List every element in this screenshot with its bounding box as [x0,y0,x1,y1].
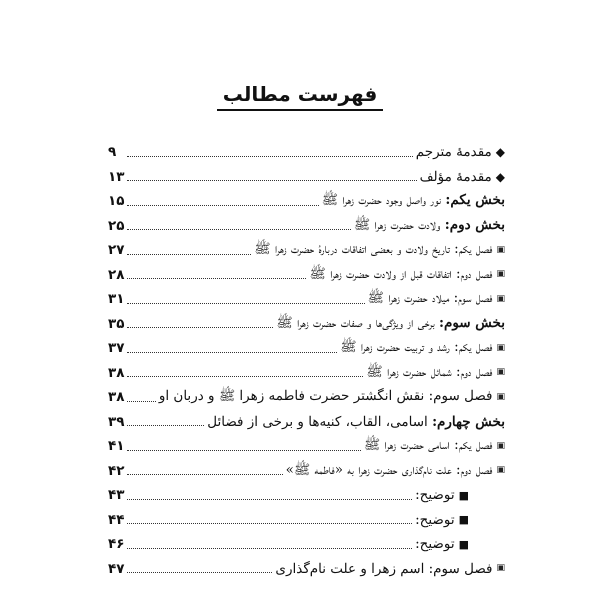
toc-entry-text: ولادت حضرت زهرا ﷺ [353,216,445,233]
toc-entry-text: فصل دوم: علت نام‌گذاری حضرت زهرا به «فاطمه ﷺ» [285,461,493,478]
boxed-bullet-icon: ▣ [496,244,505,255]
toc-entry[interactable] [108,312,505,337]
toc-entry[interactable] [108,483,505,508]
toc-entry-label [286,461,493,481]
toc-page-number: ۴۲ [108,462,125,479]
toc-part-heading: بخش سوم: [438,314,505,331]
toc-entry[interactable] [108,238,505,263]
toc-entry[interactable] [108,287,505,312]
toc-entry[interactable] [108,361,505,386]
toc-entry[interactable] [108,140,505,165]
toc-entry-text: فصل یکم: اسامی حضرت زهرا ﷺ [363,437,493,454]
boxed-bullet-icon: ▣ [496,391,505,402]
toc-entry-label [415,512,455,528]
toc-entry-text: فصل سوم: اسم زهرا و علت نام‌گذاری [275,560,493,577]
toc-entry[interactable] [108,214,505,239]
dot-leader [127,278,306,279]
dot-leader [127,499,412,500]
toc-page-number: ۲۵ [108,217,125,234]
dot-leader [127,180,416,181]
dot-leader [127,425,204,426]
boxed-bullet-icon: ▣ [496,269,505,280]
toc-part-heading: بخش دوم: [444,216,505,233]
page-title [0,82,600,111]
toc-page-number: ۴۷ [108,560,125,577]
toc-page-number: ۱۵ [108,193,125,210]
toc-entry[interactable] [108,410,505,435]
toc-page-number: ۴۱ [108,438,125,455]
toc-page-number: ۳۵ [108,315,125,332]
toc-entry[interactable] [108,557,505,582]
toc-entry[interactable] [108,434,505,459]
toc-page-number: ۲۸ [108,266,125,283]
dot-leader [127,303,364,304]
toc-entry-text: برخی از ویژگی‌ها و صفات حضرت زهرا ﷺ [276,314,439,331]
toc-entry[interactable] [108,459,505,484]
toc-page-number: ۹ [108,144,117,161]
boxed-bullet-icon: ▣ [496,440,505,451]
toc-entry-label [207,414,505,430]
toc-entry-label [159,387,493,407]
toc-entry-label [366,363,492,383]
toc-entry-text: مقدمهٔ مؤلف [419,168,492,185]
toc-page-number: ۳۸ [108,364,125,381]
table-of-contents [108,140,505,581]
toc-entry-label [254,240,492,260]
toc-entry-text: فصل یکم: تاریخ ولادت و بعضی اتفاقات دربارهٔ حضرت زهرا ﷺ [254,241,493,258]
toc-entry[interactable] [108,189,505,214]
toc-entry-text: نور واصل وجود حضرت زهرا ﷺ [321,192,446,209]
toc-entry-text: اسامی، القاب، کنیه‌ها و برخی از فضائل [207,413,433,430]
toc-part-heading: بخش یکم: [445,192,505,209]
toc-entry-text: توضیح: [415,536,455,553]
diamond-bullet-icon: ◆ [495,169,505,184]
toc-entry-label [354,216,505,236]
boxed-bullet-icon: ▣ [496,342,505,353]
toc-page-number: ۳۸ [108,389,125,406]
dot-leader [127,376,363,377]
toc-entry-text: توضیح: [415,487,455,504]
toc-entry-label [322,191,505,211]
toc-page-number: ۳۹ [108,413,125,430]
toc-page-number: ۱۳ [108,168,125,185]
dot-leader [127,205,318,206]
dot-leader [127,352,337,353]
dot-leader [127,523,412,524]
diamond-bullet-icon: ◆ [495,145,505,160]
toc-entry-label [364,436,493,456]
toc-entry-text: مقدمهٔ مترجم [415,144,492,161]
toc-entry-label [276,314,505,334]
boxed-bullet-icon: ▣ [496,465,505,476]
dot-leader [127,474,282,475]
dot-leader [127,229,350,230]
toc-entry-label [340,338,492,358]
boxed-bullet-icon: ▣ [496,367,505,378]
dot-leader [127,156,413,157]
toc-entry-text: توضیح: [415,511,455,528]
boxed-bullet-icon: ▣ [496,563,505,574]
dot-leader [127,401,155,402]
page-title-text: فهرست مطالب [217,82,384,111]
toc-entry[interactable] [108,385,505,410]
toc-entry-text: فصل دوم: شمائل حضرت زهرا ﷺ [366,363,493,380]
toc-entry[interactable] [108,165,505,190]
toc-entry-label [368,289,493,309]
toc-entry-label [416,144,492,160]
dot-leader [127,327,273,328]
square-bullet-icon: ■ [458,513,469,527]
toc-entry-label [309,265,492,285]
toc-entry-text: فصل سوم: میلاد حضرت زهرا ﷺ [367,290,493,307]
toc-part-heading: بخش چهارم: [432,413,505,430]
toc-entry[interactable] [108,336,505,361]
toc-entry-label [420,169,492,185]
boxed-bullet-icon: ▣ [496,293,505,304]
toc-entry-label [275,561,492,577]
toc-entry-text: فصل سوم: نقش انگشتر حضرت فاطمه زهرا ﷺ و دربان او [158,388,493,405]
toc-page-number: ۴۴ [108,511,125,528]
toc-entry-text: فصل دوم: اتفاقات قبل از ولادت حضرت زهرا ﷺ [309,265,493,282]
toc-entry-text: فصل یکم: رشد و تربیت حضرت زهرا ﷺ [340,339,493,356]
toc-page-number: ۴۳ [108,487,125,504]
dot-leader [127,548,412,549]
toc-page-number: ۲۷ [108,242,125,259]
toc-entry-label [415,536,455,552]
toc-page-number: ۳۷ [108,340,125,357]
dot-leader [127,572,272,573]
toc-entry[interactable] [108,263,505,288]
toc-page-number: ۴۶ [108,536,125,553]
square-bullet-icon: ■ [458,537,469,551]
dot-leader [127,254,251,255]
toc-page-number: ۳۱ [108,291,125,308]
toc-entry[interactable] [108,508,505,533]
toc-entry[interactable] [108,532,505,557]
toc-entry-label [415,487,455,503]
square-bullet-icon: ■ [458,488,469,502]
dot-leader [127,450,360,451]
